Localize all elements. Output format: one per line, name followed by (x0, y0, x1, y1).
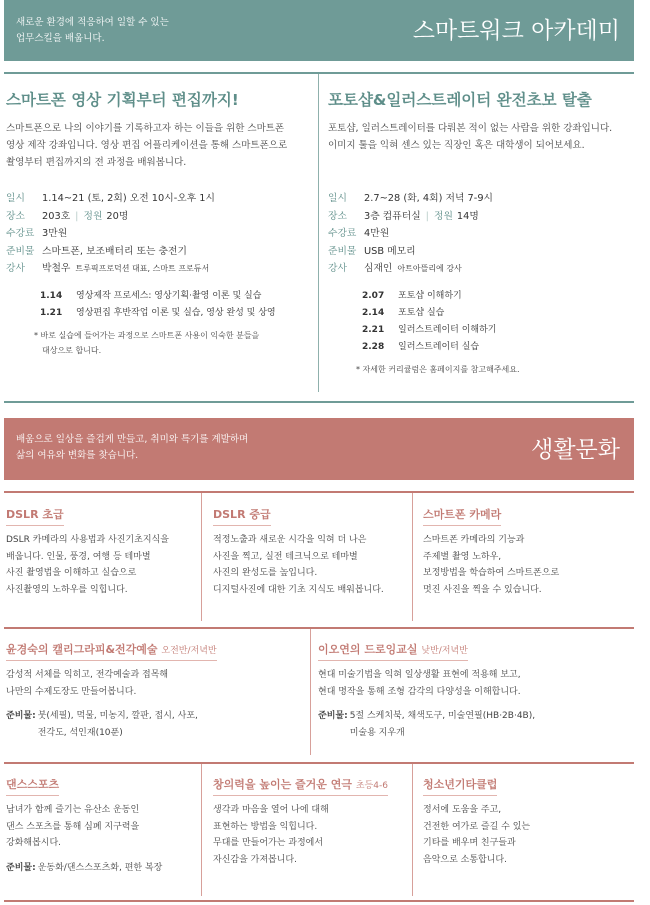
card-smartphone-camera (423, 503, 628, 598)
academy-banner-description: 새로운 환경에 적응하여 일할 수 있는 업무스킬을 배웁니다. (16, 17, 169, 44)
column-divider (201, 493, 202, 621)
card-dslr-intermediate-title: DSLR 중급 (213, 506, 271, 526)
card-dance-sports-title: 댄스스포츠 (6, 776, 59, 796)
course-photoshop-info: 일시 2.7~28 (화, 4회) 저녁 7-9시 장소 3층 컴퓨터실 | 정원 14명 수강료 4만원 준비물 USB 메모리 강사 심재인 아트아뜰리에 강사 (328, 193, 494, 274)
card-youth-guitar (423, 773, 628, 868)
course-video-title: 스마트폰 영상 기획부터 편집까지! (6, 91, 239, 109)
section-divider (4, 491, 634, 493)
section-divider (4, 762, 634, 764)
course-photoshop-note: * 자세한 커리큘럼은 홈페이지를 참고해주세요. (356, 364, 520, 374)
card-dance-sports-body: 남녀가 함께 즐기는 유산소 운동인 댄스 스포츠를 통해 심폐 지구력을 강화해봅시다. (6, 805, 140, 848)
card-theater-body: 생각과 마음을 열어 나에 대해 표현하는 방법을 익힙니다. 무대를 만들어가는 과정에서 자신감을 가져봅니다. (213, 805, 329, 865)
section-divider (4, 72, 634, 74)
course-photoshop-title: 포토샵&일러스트레이터 완전초보 탈출 (328, 91, 592, 109)
column-divider (201, 764, 202, 896)
card-dslr-basic (6, 503, 196, 598)
card-dslr-intermediate-body: 적정노출과 새로운 시각을 익혀 더 나은 사진을 찍고, 실전 테크닉으로 테마별 사진의 완성도를 높입니다. 디지털사진에 대한 기초 지식도 배워봅니다. (213, 535, 384, 595)
course-video-description: 스마트폰으로 나의 이야기를 기록하고자 하는 이들을 위한 스마트폰 영상 제작 강좌입니다. 영상 편집 어플리케이션을 통해 스마트폰으로 촬영부터 편집까지의 전 과정을 배워봅니다. (6, 123, 288, 168)
column-divider (310, 629, 311, 755)
column-divider (412, 764, 413, 896)
academy-banner (4, 0, 634, 61)
card-calligraphy-body: 감성적 서체를 익히고, 전각예술과 접목해 나만의 수제도장도 만들어봅니다. (6, 670, 169, 697)
section-divider (4, 401, 634, 403)
card-dslr-basic-title: DSLR 초급 (6, 506, 64, 526)
course-photoshop-schedule: 2.07 포토샵 이해하기 2.14 포토샵 실습 2.21 일러스트레이터 이해하기 2.28 일러스트레이터 실습 * 자세한 커리큘럼은 홈페이지를 참고해주세요. (362, 288, 633, 377)
card-dance-sports (6, 773, 196, 876)
course-video-note: * 바로 실습에 들어가는 과정으로 스마트폰 사용이 익숙한 분들을 대상으로 합니다. (34, 330, 260, 355)
culture-banner-title: 생활문화 (531, 437, 620, 463)
card-smartphone-camera-body: 스마트폰 카메라의 기능과 주제별 촬영 노하우, 보정방법을 학습하여 스마트폰으로 멋진 사진을 찍을 수 있습니다. (423, 535, 560, 595)
card-drawing (318, 638, 632, 741)
card-drawing-title: 이오연의 드로잉교실 낮반/저녁반 (318, 641, 468, 661)
culture-banner-description: 배움으로 일상을 즐겁게 만들고, 취미와 특기를 계발하며 삶의 여유와 변화를 찾습니다. (16, 434, 249, 461)
card-dance-sports-materials: 준비물: 운동화/댄스스포츠화, 편한 복장 (6, 862, 163, 873)
academy-banner-title: 스마트워크 아카데미 (412, 18, 620, 44)
culture-banner (4, 418, 634, 480)
card-smartphone-camera-title: 스마트폰 카메라 (423, 506, 501, 526)
card-youth-guitar-title: 청소년기타클럽 (423, 776, 497, 796)
course-video-info: 일시 1.14~21 (토, 2회) 오전 10시-오후 1시 장소 203호 | 정원 20명 수강료 3만원 준비물 스마트폰, 보조배터리 또는 충전기 강사 박철우 트루픽프로덕션 대표, 스마트 프로듀서 (6, 193, 215, 274)
card-theater (213, 773, 408, 868)
card-calligraphy (6, 638, 304, 741)
card-dslr-intermediate (213, 503, 408, 598)
column-divider (318, 74, 319, 392)
course-photoshop-description: 포토샵, 일러스트레이터를 다뤄본 적이 없는 사람을 위한 강좌입니다. 이미지 툴을 익혀 센스 있는 직장인 혹은 대학생이 되어보세요. (328, 123, 613, 151)
column-divider (412, 493, 413, 621)
card-calligraphy-materials: 준비물: 붓(세필), 먹물, 미농지, 깔판, 접시, 사포, 전각도, 석인재(10푼) (6, 711, 198, 738)
course-photoshop (328, 88, 633, 377)
card-calligraphy-title: 윤경숙의 캘리그라피&전각예술 오전반/저녁반 (6, 641, 217, 661)
section-divider (4, 627, 634, 629)
card-theater-title: 창의력을 높이는 즐거운 연극 초등4-6 (213, 776, 388, 796)
course-video (6, 88, 311, 358)
section-divider (4, 900, 634, 902)
card-drawing-body: 현대 미술기법을 익혀 일상생활 표현에 적용해 보고, 현대 명작을 통해 조형 감각의 다양성을 이해합니다. (318, 670, 521, 697)
card-dslr-basic-body: DSLR 카메라의 사용법과 사진기초지식을 배웁니다. 인물, 풍경, 여행 등 테마별 사진 촬영법을 이해하고 실습으로 사진촬영의 노하우를 익힙니다. (6, 535, 169, 595)
card-drawing-materials: 준비물: 5절 스케치북, 채색도구, 미술연필(HB·2B·4B), 미술용 지우개 (318, 711, 536, 738)
card-youth-guitar-body: 정서에 도움을 주고, 건전한 여가로 즐길 수 있는 기타를 배우며 친구들과 음악으로 소통합니다. (423, 805, 531, 865)
course-video-schedule: 1.14 영상제작 프로세스: 영상기획·촬영 이론 및 실습 1.21 영상편집 후반작업 이론 및 실습, 영상 완성 및 상영 * 바로 실습에 들어가는 과정으로 스마트폰 사용이 익숙한 분들을 대상으로 합니다. (40, 288, 311, 358)
